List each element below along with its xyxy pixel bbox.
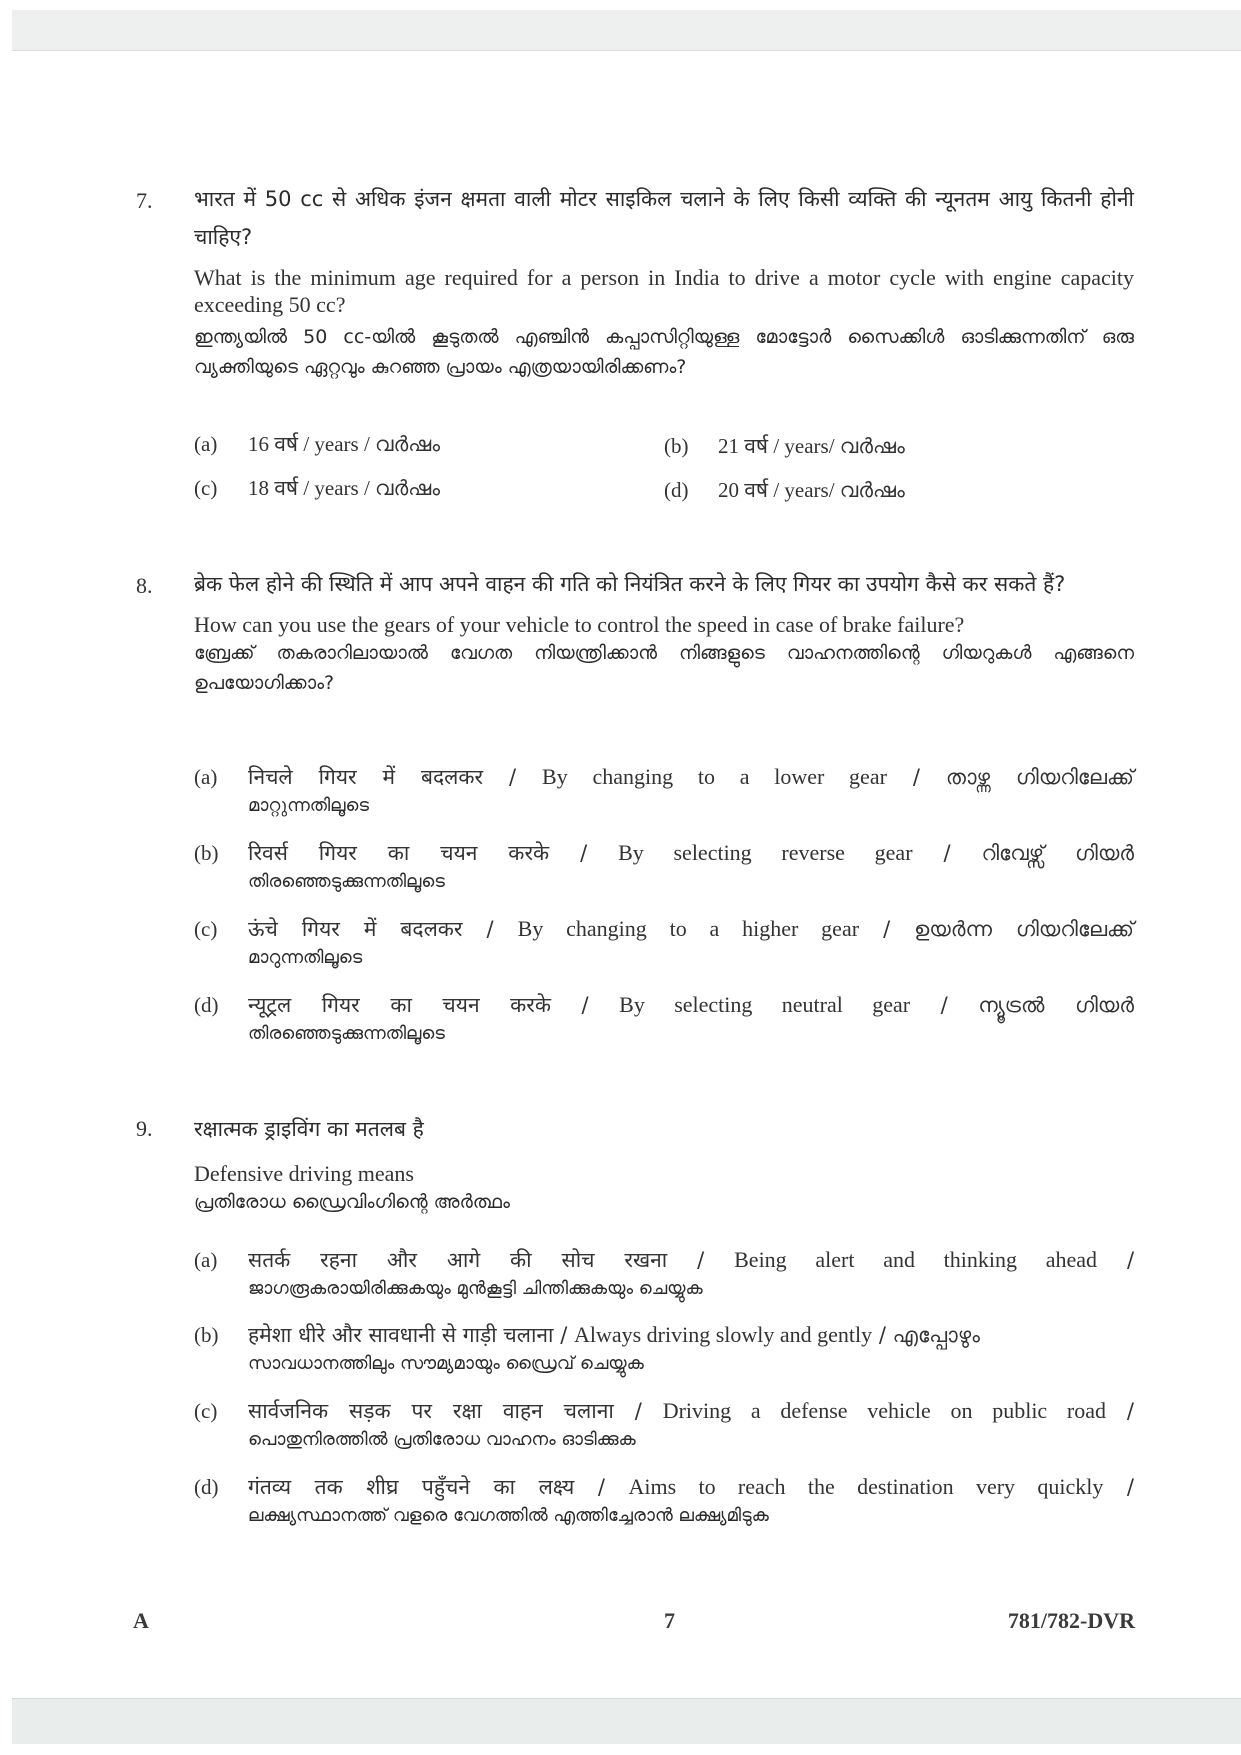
option-label: (b) bbox=[664, 434, 689, 458]
option-text-english: By selecting neutral gear bbox=[619, 992, 911, 1017]
separator: / bbox=[878, 1323, 886, 1347]
option-text-malayalam-cont: ജാഗരൂകരായിരിക്കുകയും മുൻകൂട്ടി ചിന്തിക്കുകയും ചെയ്യുക bbox=[248, 1278, 703, 1299]
option-d[interactable] bbox=[664, 476, 905, 504]
option-text-english: Driving a defense vehicle on public road bbox=[662, 1398, 1107, 1423]
scan-border-top bbox=[12, 10, 1241, 51]
question-text-english: How can you use the gears of your vehicle to control the speed in case of brake failure? bbox=[194, 612, 965, 637]
separator: / bbox=[560, 1323, 568, 1347]
option-label: (a) bbox=[194, 765, 218, 789]
option-text-malayalam: താഴ്ന്ന ഗിയറിലേക്ക് bbox=[945, 765, 1134, 789]
option-text-malayalam-cont: മാറുന്നതിലൂടെ bbox=[248, 947, 363, 968]
option-line-1 bbox=[248, 1396, 1134, 1426]
question-number: 7. bbox=[136, 188, 153, 213]
option-text-hindi: हमेशा धीरे और सावधानी से गाड़ी चलाना bbox=[248, 1323, 554, 1347]
option-line-1 bbox=[248, 1320, 1134, 1350]
question-7-options bbox=[194, 430, 1134, 510]
separator: / bbox=[634, 1399, 642, 1423]
option-label: (c) bbox=[194, 917, 218, 941]
option-text-malayalam-cont: സാവധാനത്തിലും സൗമ്യമായും ഡ്രൈവ് ചെയ്യുക bbox=[248, 1353, 644, 1374]
option-text-malayalam-cont: തിരഞ്ഞെടുക്കുന്നതിലൂടെ bbox=[248, 871, 445, 892]
question-text-malayalam: പ്രതിരോധ ഡ്രൈവിംഗിന്റെ അർത്ഥം bbox=[194, 1191, 510, 1213]
separator: / bbox=[1126, 1475, 1134, 1499]
question-text-hindi: भारत में 50 cc से अधिक इंजन क्षमता वाली मोटर साइकिल चलाने के लिए किसी व्यक्ति की न्यूनतम आयु कितनी होनी चाहिए? bbox=[194, 187, 1134, 249]
option-text: 18 वर्ष / years / വർഷം bbox=[248, 476, 441, 500]
option-text-hindi: न्यूट्रल गियर का चयन करके bbox=[248, 993, 551, 1017]
option-label: (c) bbox=[194, 476, 218, 500]
option-text-malayalam-cont: പൊതുനിരത്തിൽ പ്രതിരോധ വാഹനം ഓടിക്കുക bbox=[248, 1429, 636, 1450]
separator: / bbox=[943, 841, 951, 865]
option-text-malayalam: എപ്പോഴും bbox=[892, 1323, 980, 1347]
option-a[interactable] bbox=[194, 430, 440, 458]
paper-code: 781/782-DVR bbox=[1007, 1608, 1135, 1633]
question-text-malayalam: ബ്രേക്ക് തകരാറിലായാൽ വേഗത നിയന്ത്രിക്കാൻ നിങ്ങളുടെ വാഹനത്തിന്റെ ഗിയറുകൾ എങ്ങനെ ഉപയോഗിക്കാം? bbox=[194, 642, 1134, 694]
option-text-malayalam-cont: ലക്ഷ്യസ്ഥാനത്ത് വളരെ വേഗത്തിൽ എത്തിച്ചേരാൻ ലക്ഷ്യമിടുക bbox=[248, 1505, 769, 1526]
question-text-hindi: ब्रेक फेल होने की स्थिति में आप अपने वाहन की गति को नियंत्रित करने के लिए गियर का उपयोग कैसे कर सकते हैं? bbox=[194, 572, 1066, 596]
question-text-hindi: रक्षात्मक ड्राइविंग का मतलब है bbox=[194, 1117, 424, 1141]
separator: / bbox=[509, 765, 517, 789]
option-text-hindi: गंतव्य तक शीघ्र पहुँचने का लक्ष्य bbox=[248, 1475, 575, 1499]
option-text-hindi: सतर्क रहना और आगे की सोच रखना bbox=[248, 1248, 668, 1272]
separator: / bbox=[1126, 1248, 1135, 1272]
option-text-hindi: सार्वजनिक सड़क पर रक्षा वाहन चलाना bbox=[248, 1399, 614, 1423]
option-line-1 bbox=[248, 762, 1134, 792]
option-label: (b) bbox=[194, 841, 219, 865]
option-b[interactable] bbox=[664, 432, 905, 460]
option-line-1 bbox=[248, 1472, 1134, 1502]
separator: / bbox=[697, 1248, 705, 1272]
option-line-1 bbox=[248, 838, 1134, 868]
option-line-1 bbox=[248, 914, 1134, 944]
option-label: (d) bbox=[194, 993, 219, 1017]
option-text-malayalam-cont: തിരഞ്ഞെടുക്കുന്നതിലൂടെ bbox=[248, 1023, 445, 1044]
option-text-hindi: रिवर्स गियर का चयन करके bbox=[248, 841, 550, 865]
option-label: (a) bbox=[194, 1248, 218, 1272]
option-text-english: Aims to reach the destination very quickly bbox=[628, 1474, 1104, 1499]
option-text-hindi: ऊंचे गियर में बदलकर bbox=[248, 917, 463, 941]
option-line-1 bbox=[248, 1245, 1134, 1275]
option-text-english: By changing to a lower gear bbox=[542, 764, 887, 789]
option-text-malayalam: റിവേഴ്സ് ഗിയർ bbox=[981, 841, 1134, 865]
option-label: (c) bbox=[194, 1399, 218, 1423]
separator: / bbox=[486, 917, 494, 941]
separator: / bbox=[597, 1475, 605, 1499]
option-line-1 bbox=[248, 990, 1134, 1020]
question-number: 8. bbox=[136, 573, 153, 598]
separator: / bbox=[940, 993, 948, 1017]
option-text-malayalam-cont: മാറ്റുന്നതിലൂടെ bbox=[248, 795, 369, 816]
option-text-hindi: निचले गियर में बदलकर bbox=[248, 765, 484, 789]
option-c[interactable] bbox=[194, 474, 440, 502]
page-number: 7 bbox=[664, 1608, 675, 1633]
option-text-english: By selecting reverse gear bbox=[618, 840, 913, 865]
option-label: (a) bbox=[194, 432, 218, 456]
option-text-malayalam: ന്യൂട്രൽ ഗിയർ bbox=[978, 993, 1134, 1017]
separator: / bbox=[1126, 1399, 1134, 1423]
question-text-english: Defensive driving means bbox=[194, 1161, 414, 1186]
option-text: 16 वर्ष / years / വർഷം bbox=[248, 432, 441, 456]
scan-border-bottom bbox=[12, 1698, 1241, 1744]
booklet-series: A bbox=[133, 1608, 149, 1633]
separator: / bbox=[580, 841, 588, 865]
option-text: 21 वर्ष / years/ വർഷം bbox=[718, 434, 905, 458]
separator: / bbox=[581, 993, 589, 1017]
option-label: (d) bbox=[664, 478, 689, 502]
separator: / bbox=[912, 765, 920, 789]
option-label: (b) bbox=[194, 1323, 219, 1347]
option-label: (d) bbox=[194, 1475, 219, 1499]
option-text-english: By changing to a higher gear bbox=[517, 916, 860, 941]
question-text-english: What is the minimum age required for a person in India to drive a motor cycle with engine capacity exceeding 50 cc? bbox=[194, 265, 1134, 317]
option-text-malayalam: ഉയർന്ന ഗിയറിലേക്ക് bbox=[914, 917, 1134, 941]
option-text-english: Being alert and thinking ahead bbox=[734, 1247, 1098, 1272]
option-text: 20 वर्ष / years/ വർഷം bbox=[718, 478, 905, 502]
question-number: 9. bbox=[136, 1116, 153, 1141]
question-text-malayalam: ഇന്ത്യയിൽ 50 cc-യിൽ കൂടുതൽ എഞ്ചിൻ കപ്പാസിറ്റിയുള്ള മോട്ടോർ സൈക്കിൾ ഓടിക്കുന്നതിന് ഒരു വ്യക്തിയുടെ ഏറ്റവും കുറഞ്ഞ പ്രായം എത്രയായിരിക്കണം? bbox=[194, 326, 1134, 378]
option-text-english: Always driving slowly and gently bbox=[573, 1322, 873, 1347]
separator: / bbox=[883, 917, 891, 941]
